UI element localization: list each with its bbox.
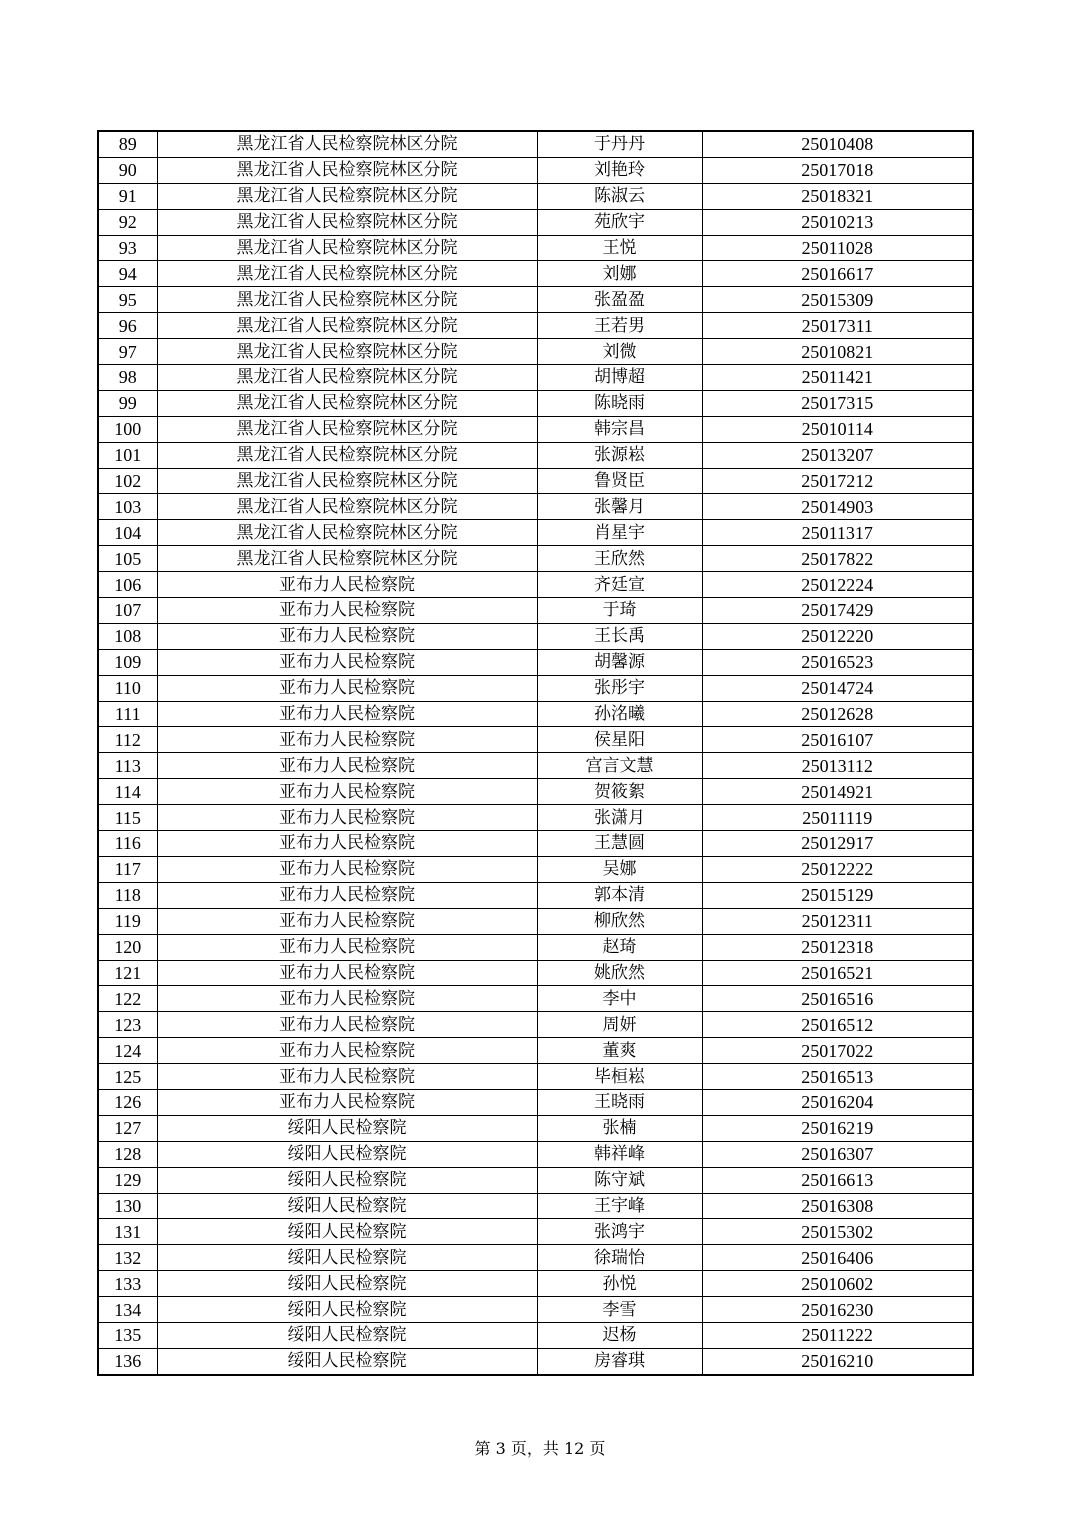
table-row [98, 1038, 973, 1064]
name-cell: 王若男 [537, 313, 702, 339]
serial-number-cell: 117 [98, 856, 157, 882]
name-cell: 张盈盈 [537, 287, 702, 313]
unit-cell: 亚布力人民检察院 [157, 598, 537, 624]
name-cell: 陈晓雨 [537, 390, 702, 416]
unit-cell: 亚布力人民检察院 [157, 675, 537, 701]
table-row [98, 442, 973, 468]
serial-number-cell: 113 [98, 753, 157, 779]
serial-number-cell: 110 [98, 675, 157, 701]
name-cell: 张源崧 [537, 442, 702, 468]
table-row [98, 390, 973, 416]
unit-cell: 绥阳人民检察院 [157, 1193, 537, 1219]
unit-cell: 亚布力人民检察院 [157, 831, 537, 857]
exam-id-cell: 25015309 [702, 287, 973, 313]
serial-number-cell: 91 [98, 183, 157, 209]
table-row [98, 1348, 973, 1374]
unit-cell: 黑龙江省人民检察院林区分院 [157, 235, 537, 261]
serial-number-cell: 122 [98, 986, 157, 1012]
unit-cell: 黑龙江省人民检察院林区分院 [157, 468, 537, 494]
serial-number-cell: 99 [98, 390, 157, 416]
table-row [98, 753, 973, 779]
unit-cell: 黑龙江省人民检察院林区分院 [157, 365, 537, 391]
roster-table [97, 130, 974, 1376]
name-cell: 韩宗昌 [537, 416, 702, 442]
serial-number-cell: 107 [98, 598, 157, 624]
unit-cell: 亚布力人民检察院 [157, 1038, 537, 1064]
name-cell: 李中 [537, 986, 702, 1012]
table-row [98, 675, 973, 701]
roster-table-body [98, 131, 973, 1375]
name-cell: 周妍 [537, 1012, 702, 1038]
table-row [98, 209, 973, 235]
unit-cell: 绥阳人民检察院 [157, 1141, 537, 1167]
table-row [98, 1012, 973, 1038]
name-cell: 徐瑞怡 [537, 1245, 702, 1271]
unit-cell: 黑龙江省人民检察院林区分院 [157, 339, 537, 365]
table-row [98, 1322, 973, 1348]
unit-cell: 黑龙江省人民检察院林区分院 [157, 287, 537, 313]
exam-id-cell: 25010213 [702, 209, 973, 235]
unit-cell: 亚布力人民检察院 [157, 986, 537, 1012]
exam-id-cell: 25017429 [702, 598, 973, 624]
table-row [98, 1245, 973, 1271]
name-cell: 李雪 [537, 1297, 702, 1323]
page-footer [0, 1438, 1080, 1460]
unit-cell: 黑龙江省人民检察院林区分院 [157, 261, 537, 287]
serial-number-cell: 132 [98, 1245, 157, 1271]
exam-id-cell: 25012318 [702, 934, 973, 960]
serial-number-cell: 101 [98, 442, 157, 468]
name-cell: 陈守斌 [537, 1167, 702, 1193]
exam-id-cell: 25011119 [702, 805, 973, 831]
name-cell: 迟杨 [537, 1322, 702, 1348]
unit-cell: 亚布力人民检察院 [157, 701, 537, 727]
exam-id-cell: 25016512 [702, 1012, 973, 1038]
name-cell: 董爽 [537, 1038, 702, 1064]
unit-cell: 绥阳人民检察院 [157, 1348, 537, 1374]
exam-id-cell: 25016523 [702, 649, 973, 675]
exam-id-cell: 25016406 [702, 1245, 973, 1271]
exam-id-cell: 25016613 [702, 1167, 973, 1193]
exam-id-cell: 25017212 [702, 468, 973, 494]
exam-id-cell: 25016308 [702, 1193, 973, 1219]
serial-number-cell: 104 [98, 520, 157, 546]
unit-cell: 亚布力人民检察院 [157, 779, 537, 805]
name-cell: 鲁贤臣 [537, 468, 702, 494]
unit-cell: 绥阳人民检察院 [157, 1245, 537, 1271]
name-cell: 苑欣宇 [537, 209, 702, 235]
table-row [98, 131, 973, 157]
serial-number-cell: 103 [98, 494, 157, 520]
name-cell: 肖星宇 [537, 520, 702, 546]
unit-cell: 黑龙江省人民检察院林区分院 [157, 131, 537, 157]
unit-cell: 绥阳人民检察院 [157, 1219, 537, 1245]
name-cell: 齐廷宣 [537, 572, 702, 598]
name-cell: 王长禹 [537, 623, 702, 649]
table-row [98, 235, 973, 261]
table-row [98, 882, 973, 908]
exam-id-cell: 25016521 [702, 960, 973, 986]
name-cell: 张彤宇 [537, 675, 702, 701]
table-row [98, 727, 973, 753]
unit-cell: 亚布力人民检察院 [157, 1012, 537, 1038]
name-cell: 毕桓崧 [537, 1064, 702, 1090]
name-cell: 张楠 [537, 1115, 702, 1141]
serial-number-cell: 125 [98, 1064, 157, 1090]
name-cell: 孙洺曦 [537, 701, 702, 727]
serial-number-cell: 120 [98, 934, 157, 960]
exam-id-cell: 25010114 [702, 416, 973, 442]
unit-cell: 亚布力人民检察院 [157, 856, 537, 882]
unit-cell: 亚布力人民检察院 [157, 908, 537, 934]
exam-id-cell: 25010602 [702, 1271, 973, 1297]
name-cell: 胡馨源 [537, 649, 702, 675]
unit-cell: 黑龙江省人民检察院林区分院 [157, 390, 537, 416]
exam-id-cell: 25016516 [702, 986, 973, 1012]
exam-id-cell: 25015302 [702, 1219, 973, 1245]
unit-cell: 黑龙江省人民检察院林区分院 [157, 416, 537, 442]
exam-id-cell: 25016230 [702, 1297, 973, 1323]
table-row [98, 649, 973, 675]
table-row [98, 416, 973, 442]
table-row [98, 183, 973, 209]
serial-number-cell: 106 [98, 572, 157, 598]
exam-id-cell: 25014903 [702, 494, 973, 520]
serial-number-cell: 119 [98, 908, 157, 934]
table-row [98, 856, 973, 882]
exam-id-cell: 25012222 [702, 856, 973, 882]
table-row [98, 313, 973, 339]
serial-number-cell: 89 [98, 131, 157, 157]
table-row [98, 805, 973, 831]
serial-number-cell: 92 [98, 209, 157, 235]
unit-cell: 黑龙江省人民检察院林区分院 [157, 494, 537, 520]
name-cell: 刘艳玲 [537, 157, 702, 183]
exam-id-cell: 25010821 [702, 339, 973, 365]
table-row [98, 339, 973, 365]
serial-number-cell: 96 [98, 313, 157, 339]
serial-number-cell: 124 [98, 1038, 157, 1064]
name-cell: 刘娜 [537, 261, 702, 287]
serial-number-cell: 128 [98, 1141, 157, 1167]
unit-cell: 亚布力人民检察院 [157, 649, 537, 675]
unit-cell: 绥阳人民检察院 [157, 1167, 537, 1193]
table-row [98, 468, 973, 494]
unit-cell: 亚布力人民检察院 [157, 934, 537, 960]
exam-id-cell: 25012224 [702, 572, 973, 598]
name-cell: 张馨月 [537, 494, 702, 520]
table-row [98, 986, 973, 1012]
serial-number-cell: 93 [98, 235, 157, 261]
exam-id-cell: 25012917 [702, 831, 973, 857]
exam-id-cell: 25013207 [702, 442, 973, 468]
serial-number-cell: 94 [98, 261, 157, 287]
name-cell: 王宇峰 [537, 1193, 702, 1219]
unit-cell: 黑龙江省人民检察院林区分院 [157, 157, 537, 183]
exam-id-cell: 25013112 [702, 753, 973, 779]
serial-number-cell: 90 [98, 157, 157, 183]
unit-cell: 黑龙江省人民检察院林区分院 [157, 442, 537, 468]
unit-cell: 亚布力人民检察院 [157, 753, 537, 779]
serial-number-cell: 126 [98, 1089, 157, 1115]
serial-number-cell: 100 [98, 416, 157, 442]
serial-number-cell: 127 [98, 1115, 157, 1141]
name-cell: 姚欣然 [537, 960, 702, 986]
exam-id-cell: 25015129 [702, 882, 973, 908]
serial-number-cell: 109 [98, 649, 157, 675]
serial-number-cell: 121 [98, 960, 157, 986]
exam-id-cell: 25017311 [702, 313, 973, 339]
exam-id-cell: 25016204 [702, 1089, 973, 1115]
exam-id-cell: 25010408 [702, 131, 973, 157]
serial-number-cell: 123 [98, 1012, 157, 1038]
table-row [98, 1115, 973, 1141]
exam-id-cell: 25014724 [702, 675, 973, 701]
unit-cell: 黑龙江省人民检察院林区分院 [157, 183, 537, 209]
table-row [98, 779, 973, 805]
exam-id-cell: 25016617 [702, 261, 973, 287]
unit-cell: 黑龙江省人民检察院林区分院 [157, 313, 537, 339]
exam-id-cell: 25011222 [702, 1322, 973, 1348]
name-cell: 韩祥峰 [537, 1141, 702, 1167]
name-cell: 宫言文慧 [537, 753, 702, 779]
table-row [98, 623, 973, 649]
unit-cell: 绥阳人民检察院 [157, 1115, 537, 1141]
table-row [98, 1167, 973, 1193]
unit-cell: 黑龙江省人民检察院林区分院 [157, 209, 537, 235]
table-row [98, 546, 973, 572]
exam-id-cell: 25016513 [702, 1064, 973, 1090]
name-cell: 赵琦 [537, 934, 702, 960]
serial-number-cell: 129 [98, 1167, 157, 1193]
serial-number-cell: 114 [98, 779, 157, 805]
table-row [98, 494, 973, 520]
serial-number-cell: 135 [98, 1322, 157, 1348]
serial-number-cell: 98 [98, 365, 157, 391]
table-row [98, 934, 973, 960]
table-row [98, 1193, 973, 1219]
unit-cell: 亚布力人民检察院 [157, 1089, 537, 1115]
name-cell: 柳欣然 [537, 908, 702, 934]
name-cell: 王悦 [537, 235, 702, 261]
serial-number-cell: 105 [98, 546, 157, 572]
exam-id-cell: 25012220 [702, 623, 973, 649]
serial-number-cell: 95 [98, 287, 157, 313]
exam-id-cell: 25012628 [702, 701, 973, 727]
serial-number-cell: 112 [98, 727, 157, 753]
unit-cell: 亚布力人民检察院 [157, 727, 537, 753]
table-row [98, 261, 973, 287]
table-row [98, 908, 973, 934]
unit-cell: 黑龙江省人民检察院林区分院 [157, 520, 537, 546]
name-cell: 郭本清 [537, 882, 702, 908]
unit-cell: 绥阳人民检察院 [157, 1322, 537, 1348]
name-cell: 胡博超 [537, 365, 702, 391]
unit-cell: 黑龙江省人民检察院林区分院 [157, 546, 537, 572]
name-cell: 房睿琪 [537, 1348, 702, 1374]
table-row [98, 1089, 973, 1115]
exam-id-cell: 25016307 [702, 1141, 973, 1167]
exam-id-cell: 25017018 [702, 157, 973, 183]
serial-number-cell: 102 [98, 468, 157, 494]
unit-cell: 亚布力人民检察院 [157, 882, 537, 908]
name-cell: 贺筱絮 [537, 779, 702, 805]
serial-number-cell: 108 [98, 623, 157, 649]
exam-id-cell: 25017822 [702, 546, 973, 572]
unit-cell: 绥阳人民检察院 [157, 1297, 537, 1323]
name-cell: 张潇月 [537, 805, 702, 831]
table-row [98, 598, 973, 624]
table-row [98, 287, 973, 313]
name-cell: 王慧圆 [537, 831, 702, 857]
exam-id-cell: 25011317 [702, 520, 973, 546]
name-cell: 王欣然 [537, 546, 702, 572]
table-row [98, 1219, 973, 1245]
unit-cell: 亚布力人民检察院 [157, 805, 537, 831]
name-cell: 王晓雨 [537, 1089, 702, 1115]
exam-id-cell: 25011028 [702, 235, 973, 261]
unit-cell: 亚布力人民检察院 [157, 960, 537, 986]
table-row [98, 365, 973, 391]
name-cell: 刘微 [537, 339, 702, 365]
unit-cell: 绥阳人民检察院 [157, 1271, 537, 1297]
serial-number-cell: 131 [98, 1219, 157, 1245]
exam-id-cell: 25017315 [702, 390, 973, 416]
serial-number-cell: 118 [98, 882, 157, 908]
exam-id-cell: 25018321 [702, 183, 973, 209]
name-cell: 陈淑云 [537, 183, 702, 209]
serial-number-cell: 111 [98, 701, 157, 727]
name-cell: 侯星阳 [537, 727, 702, 753]
table-row [98, 1064, 973, 1090]
serial-number-cell: 130 [98, 1193, 157, 1219]
table-row [98, 1271, 973, 1297]
exam-id-cell: 25016210 [702, 1348, 973, 1374]
serial-number-cell: 136 [98, 1348, 157, 1374]
table-row [98, 1141, 973, 1167]
serial-number-cell: 133 [98, 1271, 157, 1297]
serial-number-cell: 115 [98, 805, 157, 831]
table-row [98, 960, 973, 986]
exam-id-cell: 25012311 [702, 908, 973, 934]
serial-number-cell: 97 [98, 339, 157, 365]
unit-cell: 亚布力人民检察院 [157, 572, 537, 598]
name-cell: 于丹丹 [537, 131, 702, 157]
unit-cell: 亚布力人民检察院 [157, 1064, 537, 1090]
name-cell: 吴娜 [537, 856, 702, 882]
table-row [98, 520, 973, 546]
exam-id-cell: 25014921 [702, 779, 973, 805]
table-row [98, 701, 973, 727]
serial-number-cell: 116 [98, 831, 157, 857]
table-row [98, 572, 973, 598]
table-row [98, 1297, 973, 1323]
serial-number-cell: 134 [98, 1297, 157, 1323]
page-number-text: 第 3 页，共 12 页 [474, 1439, 606, 1458]
table-row [98, 157, 973, 183]
unit-cell: 亚布力人民检察院 [157, 623, 537, 649]
name-cell: 孙悦 [537, 1271, 702, 1297]
name-cell: 张鸿宇 [537, 1219, 702, 1245]
exam-id-cell: 25016219 [702, 1115, 973, 1141]
exam-id-cell: 25017022 [702, 1038, 973, 1064]
table-row [98, 831, 973, 857]
name-cell: 于琦 [537, 598, 702, 624]
exam-id-cell: 25011421 [702, 365, 973, 391]
exam-id-cell: 25016107 [702, 727, 973, 753]
